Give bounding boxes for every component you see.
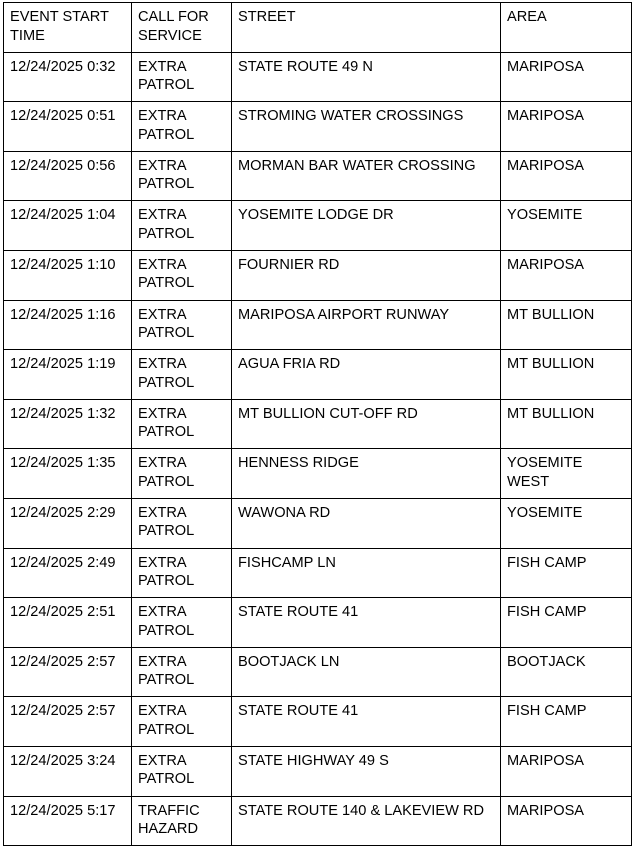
cell-area: MARIPOSA xyxy=(501,102,632,152)
table-row xyxy=(4,350,632,400)
cell-call-for-service: EXTRA PATROL xyxy=(132,102,232,152)
cell-street: STROMING WATER CROSSINGS xyxy=(232,102,501,152)
cell-event-start-time: 12/24/2025 2:57 xyxy=(4,647,132,697)
cell-area: MARIPOSA xyxy=(501,151,632,201)
cell-call-for-service: EXTRA PATROL xyxy=(132,399,232,449)
table-row xyxy=(4,746,632,796)
cell-street: STATE ROUTE 49 N xyxy=(232,52,501,102)
header-call-for-service: CALL FOR SERVICE xyxy=(132,3,232,53)
table-body xyxy=(4,52,632,846)
table-row xyxy=(4,151,632,201)
table-row xyxy=(4,697,632,747)
header-street: STREET xyxy=(232,3,501,53)
cell-event-start-time: 12/24/2025 2:49 xyxy=(4,548,132,598)
cell-street: STATE ROUTE 140 & LAKEVIEW RD xyxy=(232,796,501,846)
cell-event-start-time: 12/24/2025 1:10 xyxy=(4,250,132,300)
cell-call-for-service: EXTRA PATROL xyxy=(132,746,232,796)
cell-event-start-time: 12/24/2025 2:51 xyxy=(4,598,132,648)
cell-event-start-time: 12/24/2025 2:29 xyxy=(4,498,132,548)
cell-call-for-service: EXTRA PATROL xyxy=(132,449,232,499)
cell-street: FISHCAMP LN xyxy=(232,548,501,598)
cell-area: YOSEMITE WEST xyxy=(501,449,632,499)
cell-call-for-service: EXTRA PATROL xyxy=(132,250,232,300)
cell-area: FISH CAMP xyxy=(501,697,632,747)
table-row xyxy=(4,102,632,152)
cell-call-for-service: EXTRA PATROL xyxy=(132,647,232,697)
header-area: AREA xyxy=(501,3,632,53)
table-row xyxy=(4,449,632,499)
cell-event-start-time: 12/24/2025 1:32 xyxy=(4,399,132,449)
cell-street: MORMAN BAR WATER CROSSING xyxy=(232,151,501,201)
cell-call-for-service: EXTRA PATROL xyxy=(132,498,232,548)
table-row xyxy=(4,52,632,102)
cell-area: MARIPOSA xyxy=(501,796,632,846)
table-row xyxy=(4,399,632,449)
table-row xyxy=(4,548,632,598)
table-row xyxy=(4,498,632,548)
cell-call-for-service: EXTRA PATROL xyxy=(132,598,232,648)
cell-event-start-time: 12/24/2025 2:57 xyxy=(4,697,132,747)
cell-street: FOURNIER RD xyxy=(232,250,501,300)
cell-event-start-time: 12/24/2025 1:35 xyxy=(4,449,132,499)
cell-event-start-time: 12/24/2025 0:51 xyxy=(4,102,132,152)
table-header-row xyxy=(4,3,632,53)
cell-area: MT BULLION xyxy=(501,300,632,350)
table-row xyxy=(4,250,632,300)
cell-event-start-time: 12/24/2025 3:24 xyxy=(4,746,132,796)
cell-event-start-time: 12/24/2025 5:17 xyxy=(4,796,132,846)
cell-area: MT BULLION xyxy=(501,350,632,400)
cell-area: MARIPOSA xyxy=(501,250,632,300)
cell-street: AGUA FRIA RD xyxy=(232,350,501,400)
cell-area: FISH CAMP xyxy=(501,598,632,648)
cell-street: MARIPOSA AIRPORT RUNWAY xyxy=(232,300,501,350)
cell-event-start-time: 12/24/2025 1:04 xyxy=(4,201,132,251)
cell-event-start-time: 12/24/2025 1:19 xyxy=(4,350,132,400)
cell-call-for-service: EXTRA PATROL xyxy=(132,548,232,598)
cell-call-for-service: EXTRA PATROL xyxy=(132,350,232,400)
cell-call-for-service: EXTRA PATROL xyxy=(132,697,232,747)
cell-area: MT BULLION xyxy=(501,399,632,449)
cell-area: FISH CAMP xyxy=(501,548,632,598)
table-row xyxy=(4,201,632,251)
cell-street: STATE ROUTE 41 xyxy=(232,697,501,747)
table-row xyxy=(4,647,632,697)
cell-street: MT BULLION CUT-OFF RD xyxy=(232,399,501,449)
table-row xyxy=(4,300,632,350)
cell-street: STATE HIGHWAY 49 S xyxy=(232,746,501,796)
cell-call-for-service: EXTRA PATROL xyxy=(132,300,232,350)
cell-event-start-time: 12/24/2025 0:32 xyxy=(4,52,132,102)
cell-area: MARIPOSA xyxy=(501,746,632,796)
cell-call-for-service: EXTRA PATROL xyxy=(132,151,232,201)
cell-call-for-service: TRAFFIC HAZARD xyxy=(132,796,232,846)
cell-street: HENNESS RIDGE xyxy=(232,449,501,499)
cell-area: YOSEMITE xyxy=(501,201,632,251)
cell-event-start-time: 12/24/2025 1:16 xyxy=(4,300,132,350)
table-row xyxy=(4,796,632,846)
cell-street: STATE ROUTE 41 xyxy=(232,598,501,648)
cell-street: YOSEMITE LODGE DR xyxy=(232,201,501,251)
cell-street: BOOTJACK LN xyxy=(232,647,501,697)
header-event-start-time: EVENT START TIME xyxy=(4,3,132,53)
table-row xyxy=(4,598,632,648)
cell-call-for-service: EXTRA PATROL xyxy=(132,201,232,251)
cell-street: WAWONA RD xyxy=(232,498,501,548)
call-log-table xyxy=(3,2,632,846)
cell-event-start-time: 12/24/2025 0:56 xyxy=(4,151,132,201)
cell-area: YOSEMITE xyxy=(501,498,632,548)
cell-area: BOOTJACK xyxy=(501,647,632,697)
cell-call-for-service: EXTRA PATROL xyxy=(132,52,232,102)
cell-area: MARIPOSA xyxy=(501,52,632,102)
